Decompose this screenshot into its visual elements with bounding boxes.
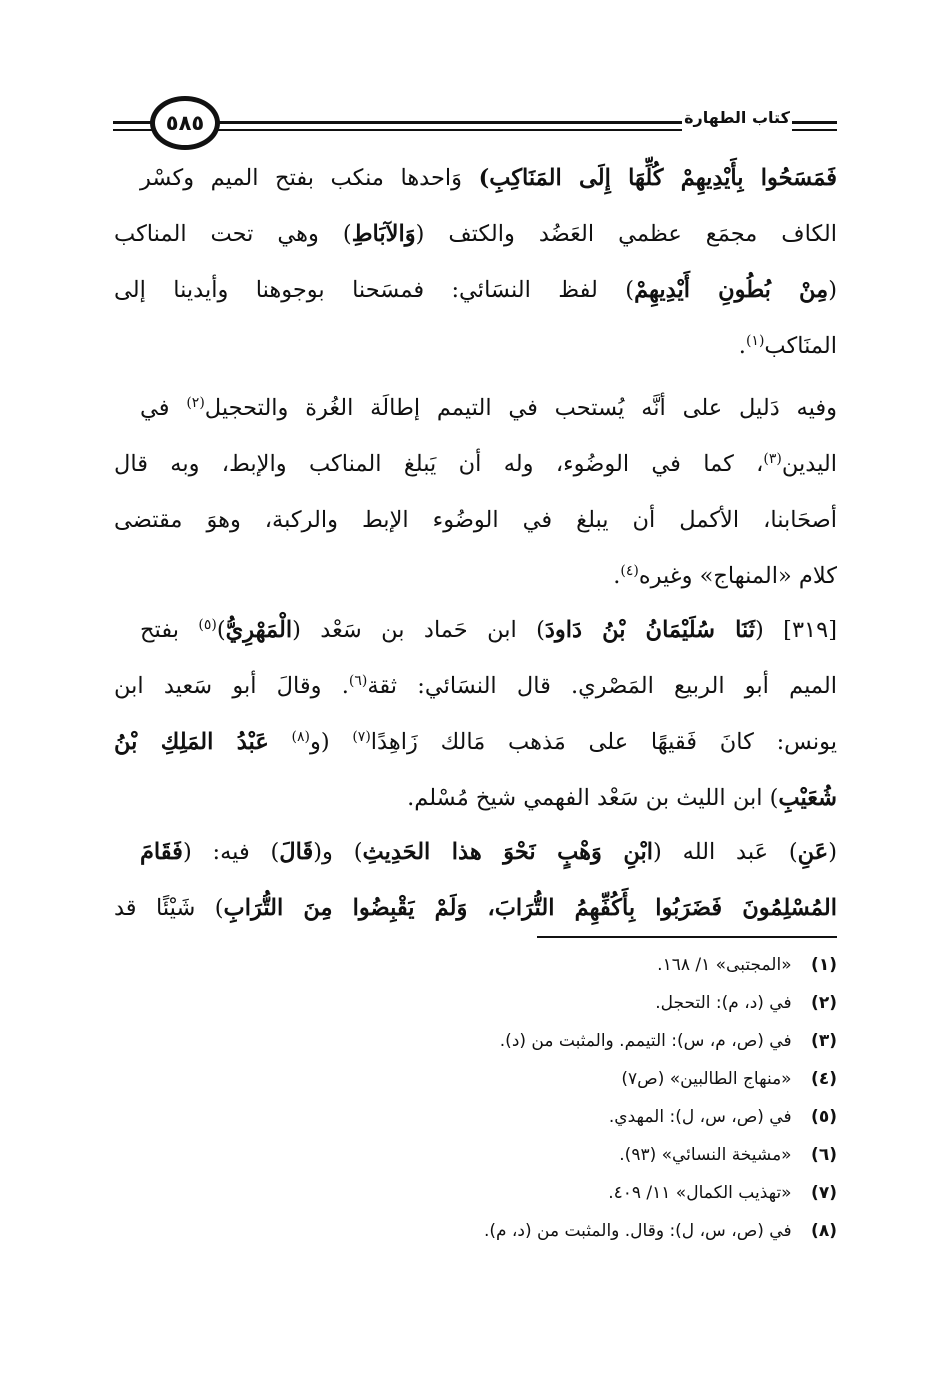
footnote-marker: (٨) [291, 729, 310, 745]
footnote-text: في (ص، م، س): التيمم. والمثبت من (د). [499, 1031, 792, 1051]
text-segment: ، كما في الوضُوء، وله أن يَبلغ المناكب والإبط، وبه قال [114, 451, 764, 477]
header-rule [792, 129, 837, 131]
text-segment: قَالَ [279, 839, 314, 865]
text-line [140, 380, 837, 436]
text-segment: أصحَابنا، الأكمل أن يبلغ في الوضُوء الإبط والركبة، وهوَ مقتضى [114, 507, 837, 533]
text-line [114, 262, 837, 318]
footnote-marker: (٦) [348, 673, 368, 689]
text-segment: (و [309, 729, 353, 755]
text-line [114, 770, 837, 826]
text-segment: عَبْدُ المَلِكِ بْنُ [114, 729, 269, 755]
text-segment: عَنِ [797, 839, 829, 865]
footnote-item [277, 1212, 837, 1250]
text-segment: المنَاكب [764, 333, 837, 359]
running-title: كتاب الطهارة [684, 108, 790, 127]
text-segment: ) وهي تحت المناكب [114, 221, 352, 247]
header-rule [210, 129, 682, 131]
text-segment: كلام «المنهاج» وغيره [638, 563, 837, 589]
text-segment: ابْنِ وَهْبٍ نَحْوَ هذا الحَدِيثِ [362, 839, 654, 865]
text-segment: . [738, 333, 746, 359]
footnote-number: (٨) [811, 1221, 837, 1241]
footnote-marker: (٧) [352, 729, 371, 745]
text-line [114, 714, 837, 770]
footnote-marker: (٢) [186, 395, 205, 411]
text-segment: وفيه دَليل على أنَّه يُستحب في التيمم إطالَة الغُرة والتحجيل [204, 395, 837, 421]
text-line [114, 436, 837, 492]
footnote-number: (٢) [811, 993, 837, 1013]
text-segment [269, 729, 292, 755]
page-number: ٥٨٥ [165, 111, 205, 135]
footnote-number: (١) [811, 955, 837, 975]
text-line [140, 150, 837, 206]
text-segment: المُسْلِمُونَ فَضَرَبُوا بِأَكُفِّهِمُ التُّرَابَ، وَلَمْ يَقْبِضُوا مِنَ التُّرَابِ [223, 895, 837, 921]
footnote-text: في (ص، س، ل): وقال. والمثبت من (د، م). [483, 1221, 792, 1241]
footnote-item [277, 1098, 837, 1136]
text-segment: ) ابن الليث بن سَعْد الفهمي شيخ مُسْلم. [407, 785, 779, 811]
footnote-number: (٥) [811, 1107, 837, 1127]
footnote-item [277, 946, 837, 984]
text-segment: ) ابن حَماد بن سَعْد ( [292, 617, 545, 643]
text-segment: فَقَامَ [140, 839, 183, 865]
text-segment: . [613, 563, 621, 589]
page-number-badge [150, 96, 220, 150]
text-segment: الْمَهْرِيُّ [225, 617, 293, 643]
footnote-item [277, 1022, 837, 1060]
footnote-text: في (ص، س، ل): المهدي. [608, 1107, 792, 1127]
footnote-item [277, 1060, 837, 1098]
footnote-number: (٣) [811, 1031, 837, 1051]
footnote-number: (٧) [811, 1183, 837, 1203]
footnote-text: «المجتبى» ١/ ١٦٨. [657, 955, 792, 975]
text-segment: ( [828, 839, 838, 865]
footnote-number: (٦) [811, 1145, 837, 1165]
text-segment: وَالآبَاطِ [351, 221, 416, 247]
footnote-item [277, 1136, 837, 1174]
text-segment: فَمَسَحُوا بِأَيْدِيهِمْ كُلِّهَا إِلَى المَنَاكِبِ) [478, 165, 837, 191]
text-line [114, 206, 837, 262]
text-segment: ) شَيْئًا قد [114, 895, 224, 921]
text-line [114, 658, 837, 714]
footnote-marker: (٣) [763, 451, 782, 467]
text-segment: الكاف مجمَع عظمي العَضُد والكتف ( [415, 221, 838, 247]
text-segment: ( [828, 277, 837, 303]
footnote-marker: (٤) [620, 563, 639, 579]
text-segment: اليدين [781, 451, 837, 477]
footnote-text: في (د، م): التحجل. [655, 993, 792, 1013]
text-segment: . وقالَ أبو سَعيد ابن [114, 673, 349, 699]
footnote-marker: (١) [745, 333, 765, 349]
footnote-separator [537, 936, 837, 938]
text-segment: في [140, 395, 187, 421]
header-rule [792, 121, 837, 124]
text-line [114, 492, 837, 548]
text-segment: شُعَيْبِ [778, 785, 837, 811]
text-segment: ) فيه: ( [182, 839, 280, 865]
header-rule [210, 121, 682, 124]
text-line [140, 824, 837, 880]
footnote-item [277, 1174, 837, 1212]
footnote-marker: (٥) [198, 617, 217, 633]
text-line [114, 880, 837, 936]
text-segment: ثَنَا سُلَيْمَانُ بْنُ دَاودَ [544, 617, 755, 643]
footnote-text: «تهذيب الكمال» ١١/ ٤٠٩. [608, 1183, 792, 1203]
text-line [140, 602, 837, 658]
text-line [114, 318, 837, 374]
text-segment: يونس: كانَ فَقيهًا على مَذهب مَالك زَاهِدًا [370, 729, 838, 755]
footnote-text: «منهاج الطالبين» (ص٧) [621, 1069, 792, 1089]
footnote-item [277, 984, 837, 1022]
text-segment: ) و( [313, 839, 363, 865]
text-segment: بفتح [140, 617, 199, 643]
footnote-text: «مشيخة النسائي» (٩٣). [619, 1145, 792, 1165]
text-segment: ) عَبد الله ( [653, 839, 798, 865]
footnote-number: (٤) [811, 1069, 837, 1089]
text-segment: ) لفظ النسَائي: فمسَحنا بوجوهنا وأيدينا إلى [114, 277, 635, 303]
text-segment: وَاحدها منكب بفتح الميم وكسْر [140, 165, 479, 191]
text-segment: مِنْ بُطُونِ أَيْدِيهِمْ [634, 277, 829, 303]
text-segment: [٣١٩] ( [755, 617, 837, 643]
text-segment: الميم أبو الربيع المَصْري. قال النسَائي: ثقة [367, 673, 838, 699]
text-segment: ) [216, 617, 226, 643]
text-line [114, 548, 837, 604]
